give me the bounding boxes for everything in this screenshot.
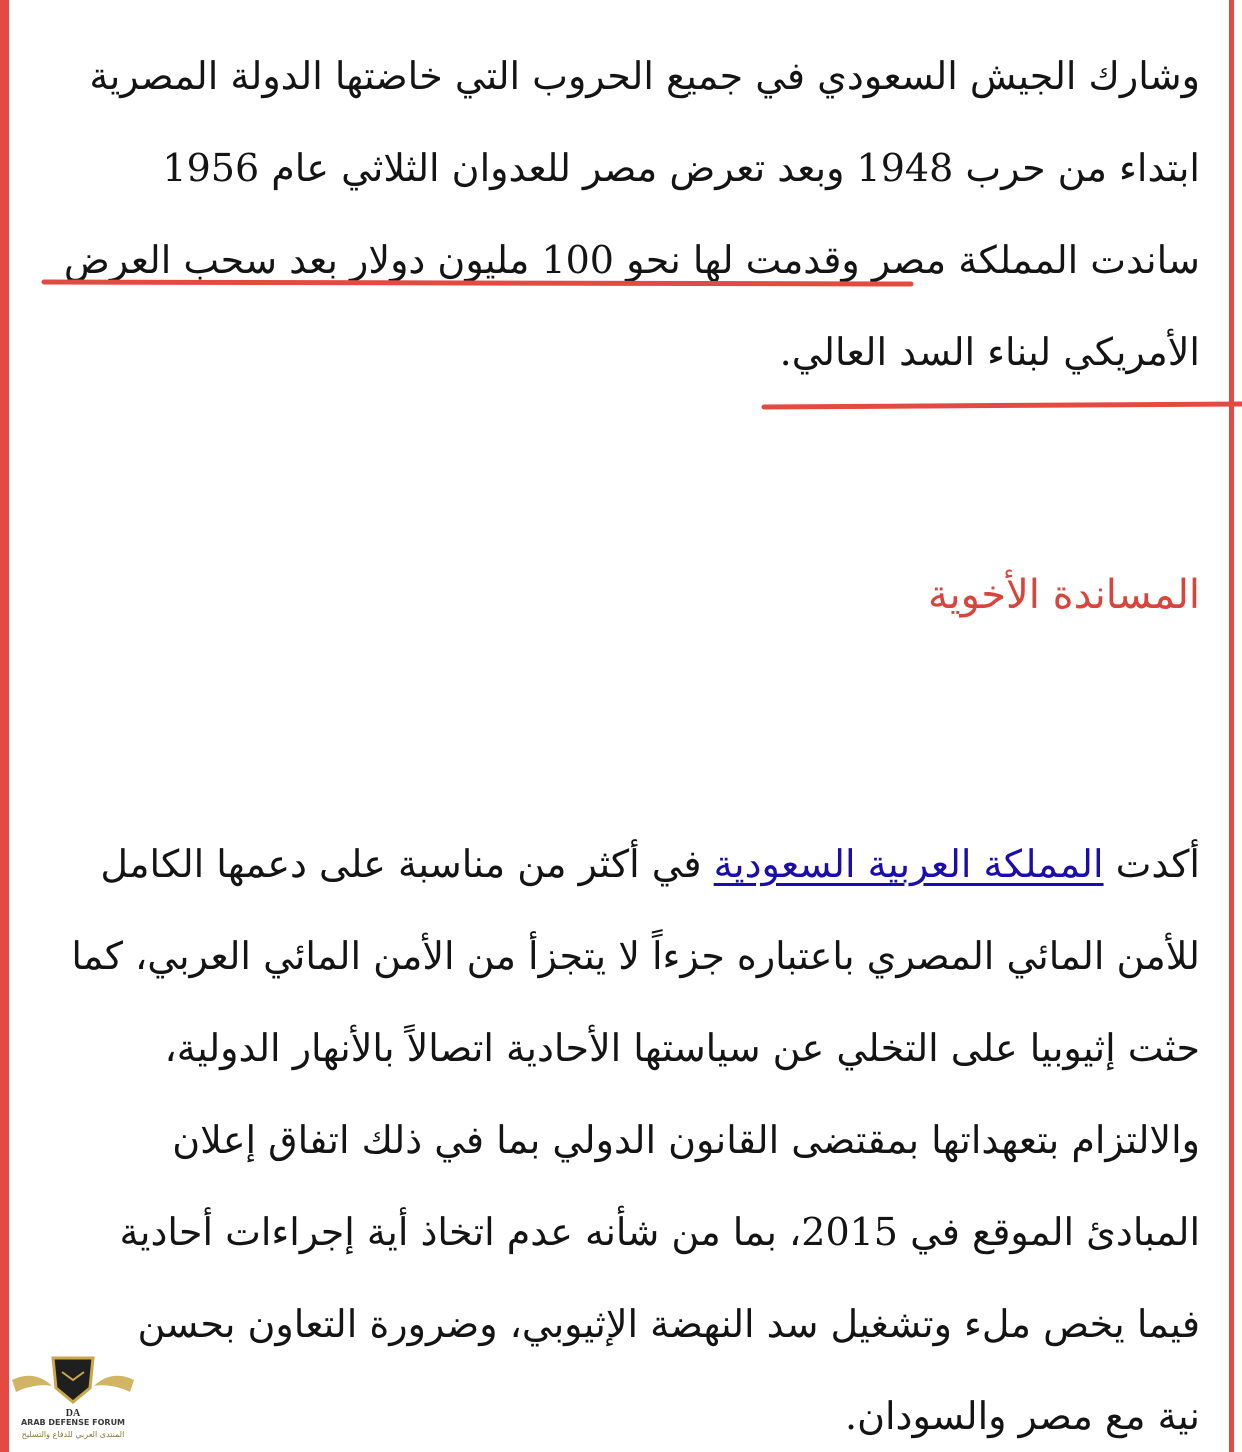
logo-name-arabic: المنتدى العربي للدفاع والتسليح — [21, 1430, 125, 1439]
paragraph1-line: ساندت المملكة مصر وقدمت لها نحو 100 مليون دولار بعد سحب العرض — [63, 238, 1200, 282]
paragraph1-line: الأمريكي لبناء السد العالي. — [779, 330, 1200, 374]
paragraph2-text: في أكثر من مناسبة على دعمها الكامل — [100, 842, 714, 886]
paragraph2-line: فيما يخص ملء وتشغيل سد النهضة الإثيوبي، وضرورة التعاون بحسن — [137, 1302, 1200, 1346]
right-red-border — [1229, 0, 1234, 1452]
paragraph1-line: وشارك الجيش السعودي في جميع الحروب التي خاضتها الدولة المصرية — [89, 54, 1200, 98]
logo-name-english: ARAB DEFENSE FORUM — [20, 1418, 126, 1427]
saudi-arabia-link[interactable]: المملكة العربية السعودية — [713, 842, 1104, 886]
paragraph2-line: للأمن المائي المصري باعتباره جزءاً لا يتجزأ من الأمن المائي العربي، كما — [71, 934, 1200, 978]
underline-stroke — [764, 404, 1242, 407]
paragraph2-first-line — [40, 818, 1200, 910]
forum-logo-watermark — [8, 1350, 138, 1450]
shield-wings-icon — [8, 1350, 138, 1420]
paragraph-water-security — [40, 818, 1200, 1452]
section-heading: المساندة الأخوية — [928, 572, 1200, 618]
paragraph2-line: المبادئ الموقع في 2015، بما من شأنه عدم اتخاذ أية إجراءات أحادية — [119, 1210, 1200, 1254]
paragraph2-line: حثت إثيوبيا على التخلي عن سياستها الأحادية اتصالاً بالأنهار الدولية، — [164, 1026, 1200, 1070]
paragraph1-line: ابتداء من حرب 1948 وبعد تعرض مصر للعدوان الثلاثي عام 1956 — [162, 146, 1200, 190]
paragraph-saudi-army-support — [40, 30, 1200, 398]
left-red-border — [0, 0, 9, 1452]
logo-initials: DA — [65, 1408, 81, 1419]
paragraph2-line: والالتزام بتعهداتها بمقتضى القانون الدولي بما في ذلك اتفاق إعلان — [172, 1118, 1200, 1162]
paragraph2-text: أكدت — [1103, 842, 1200, 886]
paragraph2-line: نية مع مصر والسودان. — [845, 1394, 1200, 1438]
